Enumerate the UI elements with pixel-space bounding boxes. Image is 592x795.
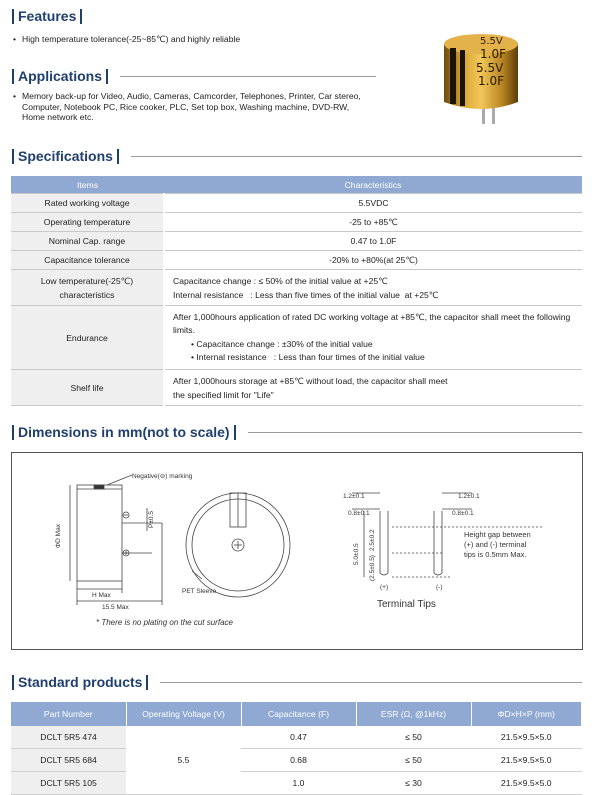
spec-value-line: After 1,000hours storage at +85℃ without load, the capacitor shall meet [173,375,448,386]
spec-value-line: Internal resistance : Less than five times of the initial value at +25℃ [173,289,439,300]
spec-value [164,306,582,370]
esr: ≤ 50 [356,726,471,749]
spec-item: Operating temperature [11,213,164,232]
header-bar-left [12,425,14,440]
table-row [11,749,582,772]
table-row [11,772,582,795]
header-rule [120,76,376,77]
height-gap-label: Height gap between [464,530,531,539]
svg-text:1.0F: 1.0F [478,74,504,88]
capacitance: 0.68 [241,749,356,772]
part-number: DCLT 5R5 474 [11,726,126,749]
capacitance: 0.47 [241,726,356,749]
spec-value-line: After 1,000hours application of rated DC working voltage at +85℃, the capacitor shall meet the following limits. [173,311,571,335]
dimensions-value: 21.5×9.5×5.0 [471,726,582,749]
spec-item: Shelf life [11,370,164,406]
header-bar-left [12,149,14,164]
spec-header-items: Items [11,176,164,194]
header-bar-right [234,425,236,440]
dimensions-title: Dimensions in mm(not to scale) [18,424,230,440]
spec-value: -20% to +80%(at 25℃) [164,251,582,270]
spec-header-characteristics: Characteristics [164,176,582,194]
header-bar-right [80,9,82,24]
specifications-table [11,176,582,406]
terminal-dim-label: 5.0±0.5 [353,543,360,565]
minus-terminal-label: (-) [436,584,443,591]
svg-text:1.0F: 1.0F [480,47,506,61]
table-row [11,251,582,270]
pet-sleeve-label: PET Sleeve [182,588,217,595]
header-bar-right [106,69,108,84]
spec-item: Capacitance tolerance [11,251,164,270]
header-bar-left [12,9,14,24]
terminal-dim-label: 2.5±0.2 [369,529,376,551]
dimensions-header [8,422,582,442]
header-bar-left [12,675,14,690]
spec-value-line: Capacitance change : ≤ 50% of the initial value at +25℃ [173,275,388,286]
features-title: Features [18,8,77,24]
plating-note: * There is no plating on the cut surface [96,618,233,627]
products-header-dimensions: ΦD×H×P (mm) [471,702,582,726]
side-view [70,475,162,605]
capacitor-image [438,28,524,128]
top-view [186,493,290,597]
products-header-voltage: Operating Voltage (V) [126,702,241,726]
standard-products-table [11,702,582,795]
header-bar-left [12,69,14,84]
features-header [8,6,98,26]
plus-terminal-label: (+) [380,584,389,591]
svg-text:5.5V: 5.5V [476,61,504,75]
length-label: 15.5 Max [102,604,129,611]
p-dim-label: P±0.5 [148,511,155,528]
applications-item: • Memory back-up for Video, Audio, Cameras, Camcorder, Telephones, Printer, Car stereo, Computer, Notebook PC, Rice cooker, PLC, Set top box, Washing machine, DVD-RW, Home network etc. [22,91,364,123]
spec-value [164,270,582,306]
dimensions-value: 21.5×9.5×5.0 [471,749,582,772]
spec-value: -25 to +85℃ [164,213,582,232]
terminal-tips-caption: Terminal Tips [377,599,436,610]
h-max-label: H Max [92,592,111,599]
products-header-capacitance: Capacitance (F) [241,702,356,726]
terminal-dim-label: 0.8±0.1 [348,510,370,517]
header-bar-right [146,675,148,690]
operating-voltage: 5.5 [126,726,241,795]
esr: ≤ 30 [356,772,471,795]
terminal-dim-label: 1.2±0.1 [343,493,365,500]
features-list [8,34,388,45]
header-rule [248,432,582,433]
table-row [11,270,582,306]
features-item: • High temperature tolerance(-25~85℃) and highly reliable [22,34,388,45]
terminal-dim-label: 0.8±0.1 [452,510,474,517]
spec-bullet-text: Internal resistance : Less than four times of the initial value [196,352,425,362]
applications-list [8,91,364,123]
capacitance: 1.0 [241,772,356,795]
dimensions-value: 21.5×9.5×5.0 [471,772,582,795]
header-rule [131,156,582,157]
terminal-dim-label: 1.2±0.1 [458,493,480,500]
part-number: DCLT 5R5 684 [11,749,126,772]
products-header-esr: ESR (Ω, @1kHz) [356,702,471,726]
phi-d-label: ΦD Max [55,524,62,548]
spec-item-line: characteristics [59,289,115,300]
header-rule [160,682,582,683]
terminal-dim-label: (2.5±0.5) [369,555,376,581]
header-bar-right [117,149,119,164]
table-row [11,232,582,251]
spec-bullet-text: Capacitance change : ±30% of the initial value [196,338,373,349]
svg-text:5.5V: 5.5V [480,36,503,47]
spec-value [164,370,582,406]
products-header-part: Part Number [11,702,126,726]
specifications-header [8,146,582,166]
spec-bullet: • Internal resistance : Less than four times of the initial value [191,352,425,362]
esr: ≤ 50 [356,749,471,772]
table-row [11,194,582,213]
negative-marking-label: Negative(⊖) marking [132,473,193,480]
height-gap-label: tips is 0.5mm Max. [464,550,527,559]
standard-products-title: Standard products [18,674,143,690]
spec-item: Rated working voltage [11,194,164,213]
table-row [11,726,582,749]
spec-item [11,270,164,306]
applications-title: Applications [18,68,103,84]
height-gap-label: (+) and (-) terminal [464,540,527,549]
dimensions-drawing [11,452,583,650]
spec-value-line: the specified limit for "Life" [173,389,274,400]
standard-products-header [8,672,582,692]
spec-value: 5.5VDC [164,194,582,213]
specifications-title: Specifications [18,148,113,164]
spec-item: Nominal Cap. range [11,232,164,251]
part-number: DCLT 5R5 105 [11,772,126,795]
spec-item-line: Low temperature(-25℃) [40,275,134,286]
spec-item: Endurance [11,306,164,370]
table-row [11,306,582,370]
table-row [11,213,582,232]
dimension-diagram [12,453,582,649]
table-row [11,370,582,406]
spec-value: 0.47 to 1.0F [164,232,582,251]
applications-header [8,66,376,86]
spec-bullet: • Capacitance change : ±30% of the initial value [191,338,373,349]
